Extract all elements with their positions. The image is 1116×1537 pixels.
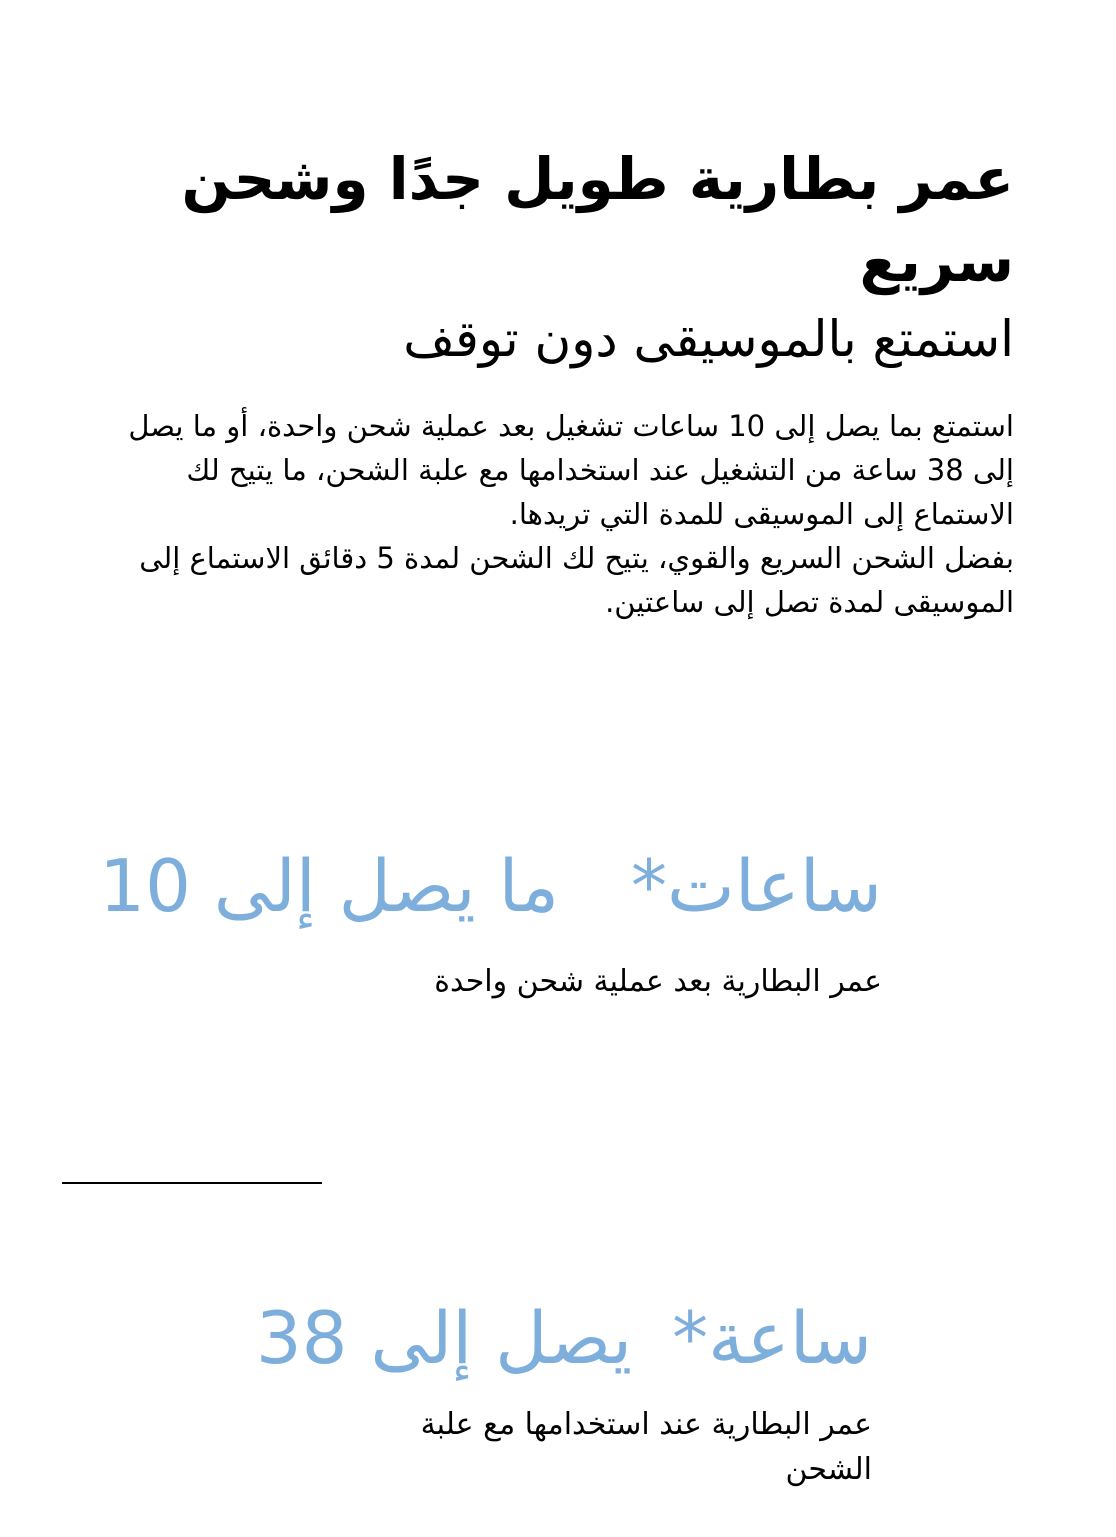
stat-unit: ساعة* bbox=[672, 1296, 872, 1380]
stat-value bbox=[72, 1290, 872, 1386]
battery-description-paragraph-1: استمتع بما يصل إلى 10 ساعات تشغيل بعد عملية شحن واحدة، أو ما يصل إلى 38 ساعة من التشغيل عند استخدامها مع علبة الشحن، ما يتيح لك الاستماع إلى الموسيقى للمدة التي تريدها. bbox=[128, 409, 1014, 531]
battery-hero-section bbox=[84, 138, 1014, 624]
stat-unit: ساعات* bbox=[631, 844, 882, 928]
battery-stat-charging-case bbox=[72, 1290, 872, 1492]
battery-stat-single-charge bbox=[62, 838, 882, 1012]
stat-caption: عمر البطارية عند استخدامها مع علبة الشحن bbox=[420, 1407, 872, 1487]
page-title: عمر بطارية طويل جدًا وشحن سريع bbox=[181, 145, 1014, 295]
page-subtitle: استمتع بالموسيقى دون توقف bbox=[403, 310, 1014, 368]
stat-value bbox=[62, 838, 882, 934]
stat-prefix: ما يصل إلى 10 bbox=[99, 844, 560, 928]
battery-description-paragraph-2: بفضل الشحن السريع والقوي، يتيح لك الشحن لمدة 5 دقائق الاستماع إلى الموسيقى لمدة تصل إلى ساعتين. bbox=[139, 541, 1014, 619]
section-divider bbox=[62, 1182, 322, 1184]
stat-prefix: يصل إلى 38 bbox=[255, 1296, 633, 1380]
battery-description bbox=[84, 404, 1014, 624]
stat-caption: عمر البطارية بعد عملية شحن واحدة bbox=[434, 964, 882, 999]
